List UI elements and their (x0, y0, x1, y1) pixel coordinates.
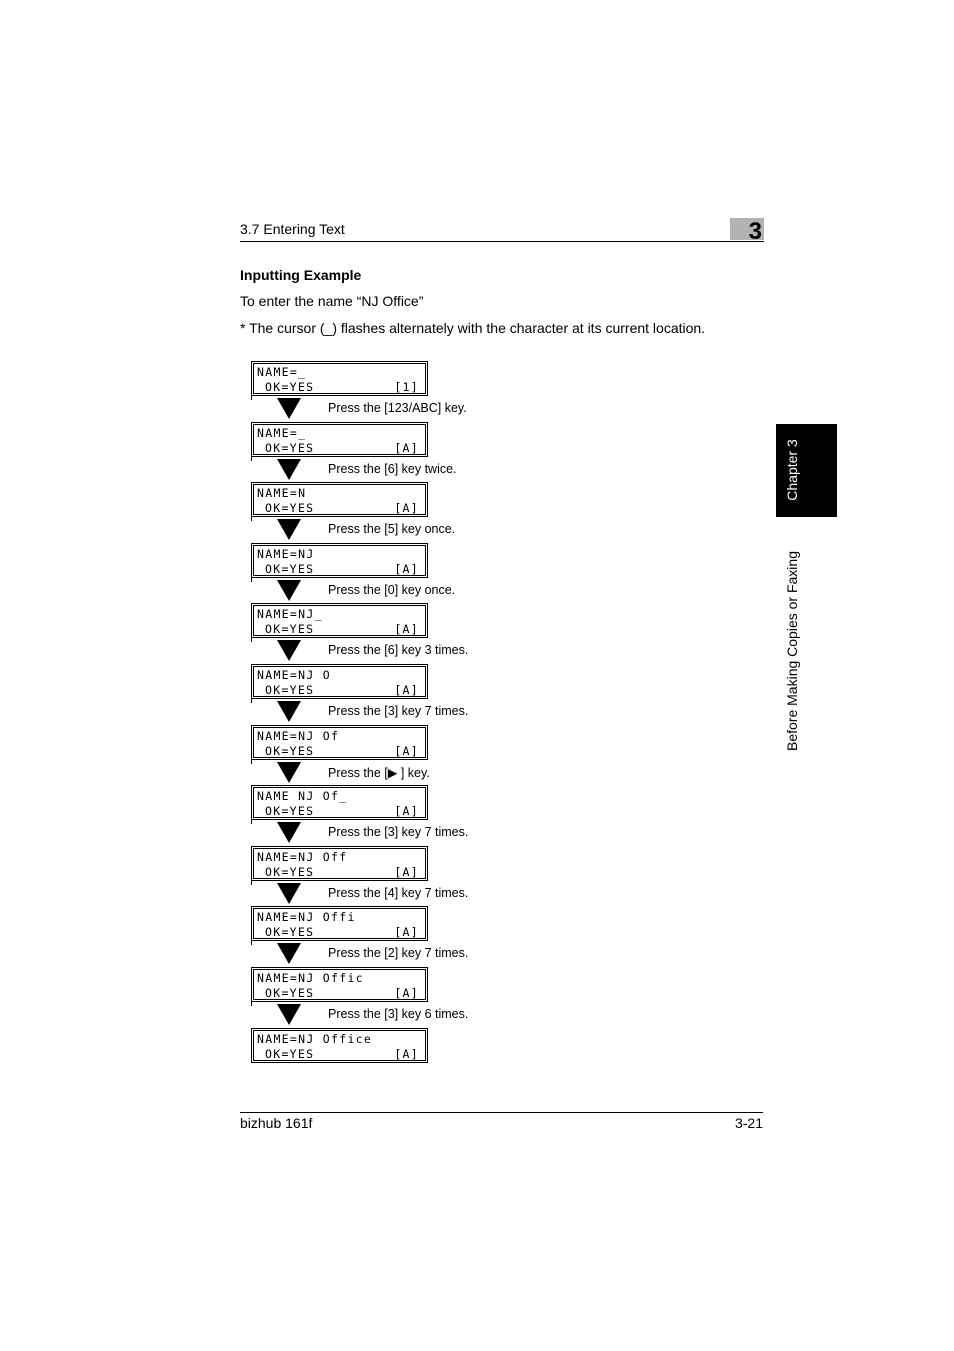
footer-rule (240, 1112, 763, 1113)
intro-text: To enter the name “NJ Office” (240, 293, 424, 309)
connector-line (251, 820, 252, 824)
lcd-line-2: OK=YES (265, 804, 315, 818)
connector-line (251, 760, 252, 764)
down-arrow-icon (277, 640, 301, 661)
lcd-line-2: OK=YES (265, 744, 315, 758)
step-instruction: Press the [6] key 3 times. (328, 643, 469, 657)
lcd-input-mode: [A] (394, 441, 419, 455)
lcd-line-1: NAME=NJ_ (257, 607, 323, 621)
connector-line (251, 1002, 252, 1006)
down-arrow-icon (277, 519, 301, 540)
lcd-line-2: OK=YES (265, 622, 315, 636)
lcd-line-2: OK=YES (265, 562, 315, 576)
down-arrow-icon (277, 701, 301, 722)
sidebar-chapter-label: Chapter 3 (784, 439, 800, 501)
lcd-line-1: NAME=NJ Of (257, 729, 340, 743)
lcd-display (251, 603, 428, 638)
lcd-input-mode: [A] (394, 683, 419, 697)
lcd-display (251, 482, 428, 517)
lcd-line-1: NAME=_ (257, 426, 307, 440)
connector-line (251, 881, 252, 885)
step-instruction: Press the [0] key once. (328, 583, 456, 597)
lcd-input-mode: [1] (394, 380, 419, 394)
section-title: 3.7 Entering Text (240, 221, 345, 237)
lcd-input-mode: [A] (394, 804, 419, 818)
connector-line (251, 517, 252, 521)
lcd-line-1: NAME=NJ Off (257, 850, 348, 864)
lcd-line-2: OK=YES (265, 501, 315, 515)
down-arrow-icon (277, 822, 301, 843)
footer-model: bizhub 161f (240, 1115, 313, 1131)
down-arrow-icon (277, 943, 301, 964)
step-instruction: Press the [5] key once. (328, 522, 456, 536)
lcd-line-1: NAME=N (257, 486, 307, 500)
lcd-line-1: NAME=NJ O (257, 668, 332, 682)
step-instruction: Press the [2] key 7 times. (328, 946, 469, 960)
lcd-input-mode: [A] (394, 562, 419, 576)
lcd-line-2: OK=YES (265, 380, 315, 394)
step-instruction: Press the [4] key 7 times. (328, 886, 469, 900)
connector-line (251, 457, 252, 461)
footer-page-number: 3-21 (734, 1115, 763, 1131)
lcd-line-2: OK=YES (265, 986, 315, 1000)
down-arrow-icon (277, 883, 301, 904)
lcd-input-mode: [A] (394, 986, 419, 1000)
lcd-input-mode: [A] (394, 925, 419, 939)
lcd-display (251, 906, 428, 941)
lcd-input-mode: [A] (394, 501, 419, 515)
step-instruction: Press the [3] key 6 times. (328, 1007, 469, 1021)
step-instruction: Press the [▶ ] key. (328, 766, 430, 780)
section-heading: Inputting Example (240, 267, 362, 283)
lcd-line-1: NAME NJ Of_ (257, 789, 348, 803)
lcd-line-2: OK=YES (265, 683, 315, 697)
down-arrow-icon (277, 1004, 301, 1025)
lcd-display (251, 361, 428, 396)
sidebar-section-label: Before Making Copies or Faxing (784, 551, 800, 751)
lcd-display (251, 725, 428, 760)
cursor-note: * The cursor (_) flashes alternately with the character at its current location. (240, 320, 706, 336)
lcd-line-1: NAME=_ (257, 365, 307, 379)
lcd-display (251, 543, 428, 578)
step-instruction: Press the [6] key twice. (328, 462, 457, 476)
lcd-line-2: OK=YES (265, 1047, 315, 1061)
lcd-input-mode: [A] (394, 622, 419, 636)
lcd-input-mode: [A] (394, 1047, 419, 1061)
down-arrow-icon (277, 398, 301, 419)
step-instruction: Press the [3] key 7 times. (328, 704, 469, 718)
header-rule (240, 241, 764, 242)
connector-line (251, 699, 252, 703)
connector-line (251, 396, 252, 400)
lcd-input-mode: [A] (394, 865, 419, 879)
connector-line (251, 941, 252, 945)
lcd-display (251, 785, 428, 820)
lcd-display (251, 846, 428, 881)
lcd-line-1: NAME=NJ Offi (257, 910, 356, 924)
down-arrow-icon (277, 459, 301, 480)
lcd-line-2: OK=YES (265, 925, 315, 939)
down-arrow-icon (277, 762, 301, 783)
lcd-display (251, 422, 428, 457)
lcd-line-1: NAME=NJ Office (257, 1032, 373, 1046)
connector-line (251, 638, 252, 642)
lcd-display (251, 967, 428, 1002)
chapter-number: 3 (748, 218, 762, 245)
lcd-line-2: OK=YES (265, 441, 315, 455)
step-instruction: Press the [3] key 7 times. (328, 825, 469, 839)
lcd-line-1: NAME=NJ (257, 547, 315, 561)
lcd-line-2: OK=YES (265, 865, 315, 879)
down-arrow-icon (277, 580, 301, 601)
chapter-tab (730, 218, 764, 245)
step-instruction: Press the [123/ABC] key. (328, 401, 467, 415)
connector-line (251, 578, 252, 582)
lcd-display (251, 664, 428, 699)
lcd-display (251, 1028, 428, 1063)
lcd-line-1: NAME=NJ Offic (257, 971, 364, 985)
lcd-input-mode: [A] (394, 744, 419, 758)
